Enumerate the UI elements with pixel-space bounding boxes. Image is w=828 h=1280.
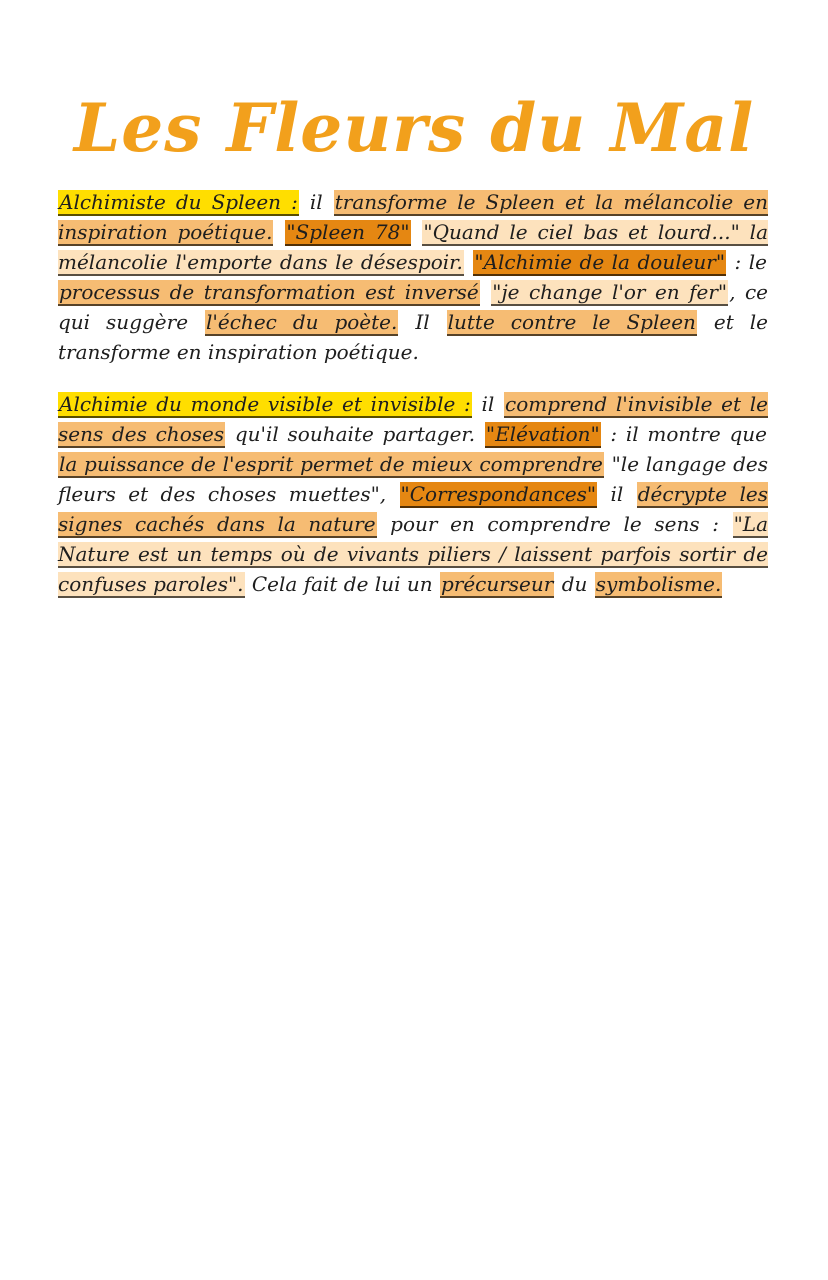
highlighted-text-dark: "Elévation" [485,422,600,446]
text-run [480,280,491,304]
highlighted-text-orange: transforme le Spleen et la mélancolie en inspiration poétique. [58,190,768,244]
text-run: il [472,392,504,416]
highlighted-text-orange: lutte contre le Spleen [447,310,696,334]
highlighted-text-dark: "Correspondances" [400,482,597,506]
highlighted-text-orange: la puissance de l'esprit permet de mieux comprendre [59,452,603,476]
text-run: : le [727,250,768,274]
text-run [411,220,423,244]
page-title: Les Fleurs du Mal [73,89,755,167]
text-run: : il montre que [601,422,767,446]
text-run: , ce qui suggère [58,280,769,334]
highlighted-text-dark: "Spleen 78" [286,220,410,244]
paragraph-alchimiste-du-spleen [58,187,768,367]
text-run: pour en comprendre le sens : [377,512,732,536]
text-run: Il [399,310,446,334]
text-run: du [555,572,594,596]
highlighted-text-light: "Quand le ciel bas et lourd..." la mélancolie l'emporte dans le désespoir. [58,220,768,274]
text-run: Cela fait de lui un [245,572,439,596]
highlighted-text-orange: symbolisme. [595,572,722,596]
highlighted-text-orange: comprend l'invisible et le sens des choses [58,392,768,446]
highlighted-text-yellow: Alchimie du monde visible et invisible : [59,392,471,416]
highlighted-text-dark: "Alchimie de la douleur" [474,250,726,274]
highlighted-text-orange: processus de transformation est inversé [59,280,479,304]
highlighted-text-yellow: Alchimiste du Spleen : [59,190,298,214]
paragraph-alchimie-du-monde [58,389,768,599]
highlighted-text-orange: précurseur [440,572,554,596]
highlighted-text-orange: l'échec du poète. [206,310,398,334]
text-run: "le langage des fleurs et des choses muettes", [58,452,768,506]
text-run: qu'il souhaite partager. [226,422,484,446]
text-run: il [299,190,333,214]
highlighted-text-light: "La Nature est un temps où de vivants piliers / laissent parfois sortir de confuses paroles". [58,512,768,596]
highlighted-text-orange: décrypte les signes cachés dans la nature [58,482,768,536]
text-run [273,220,285,244]
text-run: il [598,482,636,506]
highlighted-text-light: "je change l'or en fer" [492,280,728,304]
text-run [464,250,473,274]
text-run: et le transforme en inspiration poétique. [58,310,768,364]
